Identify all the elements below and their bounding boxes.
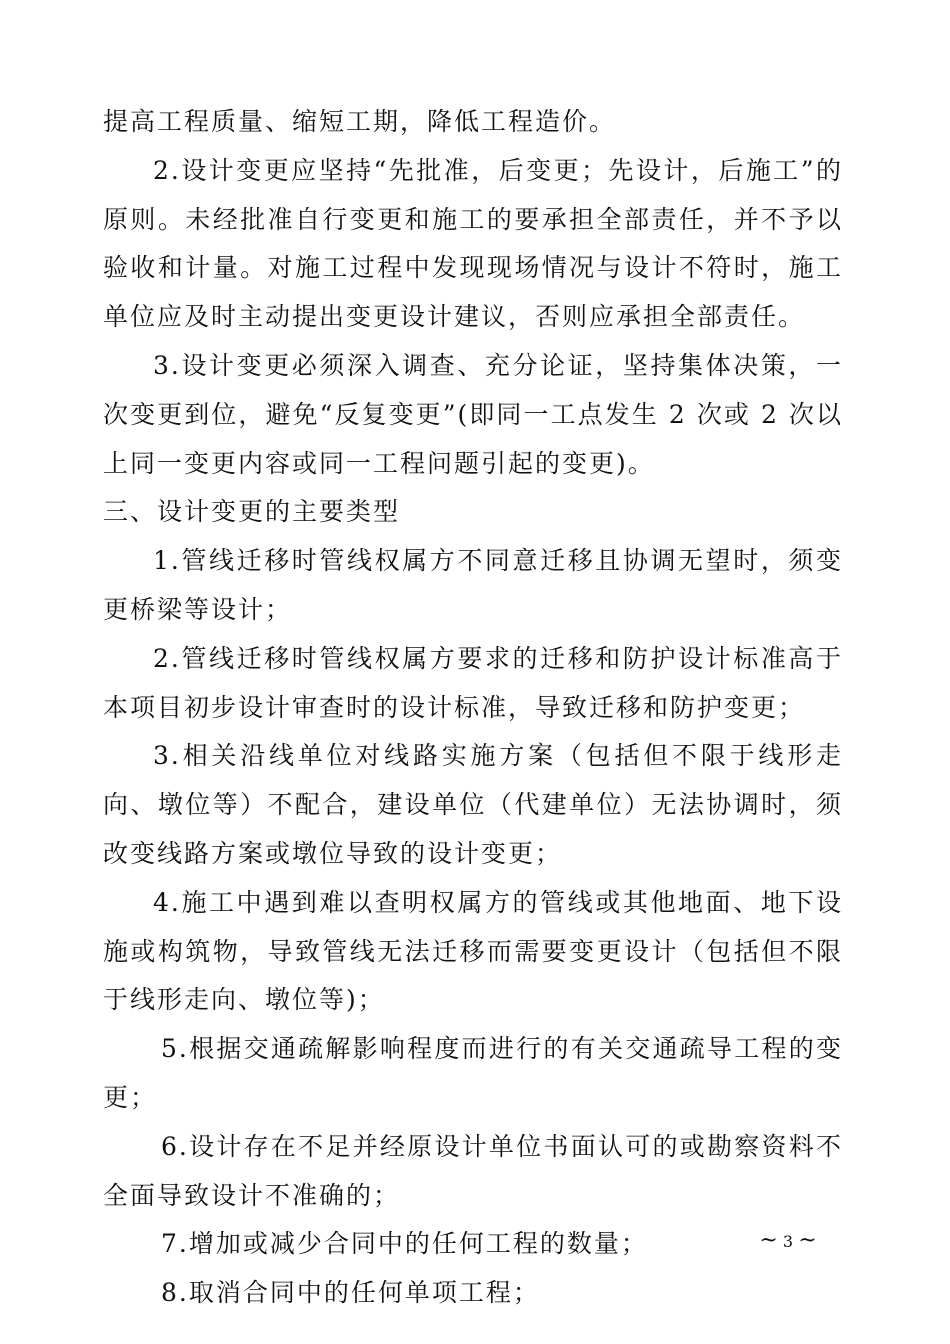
list-item-7: 7.增加或减少合同中的任何工程的数量； [161,1229,648,1259]
list-item-2: 2.管线迁移时管线权属方要求的迁移和防护设计标准高于本项目初步设计审查时的设计标准，导致迁移和防护变更； [103,643,843,722]
tilde-left: ~ [759,1228,778,1253]
list-item-6: 6.设计存在不足并经原设计单位书面认可的或勘察资料不全面导致设计不准确的； [103,1131,843,1210]
list-item-8: 8.取消合同中的任何单项工程； [161,1278,540,1308]
page-number-footer [748,1228,828,1253]
list-item-4: 4.施工中遇到难以查明权属方的管线或其他地面、地下设施或构筑物，导致管线无法迁移而需要变更设计（包括但不限于线形走向、墩位等)； [103,887,843,1015]
page-number: 3 [782,1232,794,1251]
section-heading: 三、设计变更的主要类型 [103,497,401,527]
paragraph-3: 3.设计变更必须深入调查、充分论证，坚持集体决策，一次变更到位，避免“反复变更”(即同一工点发生 2 次或 2 次以上同一变更内容或同一工程问题引起的变更)。 [103,350,843,478]
paragraph-1: 提高工程质量、缩短工期，降低工程造价。 [103,107,617,136]
list-item-3: 3.相关沿线单位对线路实施方案（包括但不限于线形走向、墩位等）不配合，建设单位（代建单位）无法协调时，须改变线路方案或墩位导致的设计变更； [103,741,843,868]
paragraph-2: 2.设计变更应坚持“先批准，后变更；先设计，后施工”的原则。未经批准自行变更和施工的要承担全部责任，并不予以验收和计量。对施工过程中发现现场情况与设计不符时，施工单位应及时主动提出变更设计建议，否则应承担全部责任。 [103,155,843,332]
document-body [103,98,843,1318]
list-item-5: 5.根据交通疏解影响程度而进行的有关交通疏导工程的变更； [103,1034,843,1112]
list-item-1: 1.管线迁移时管线权属方不同意迁移且协调无望时，须变更桥梁等设计； [103,546,843,624]
tilde-right: ~ [798,1228,817,1253]
